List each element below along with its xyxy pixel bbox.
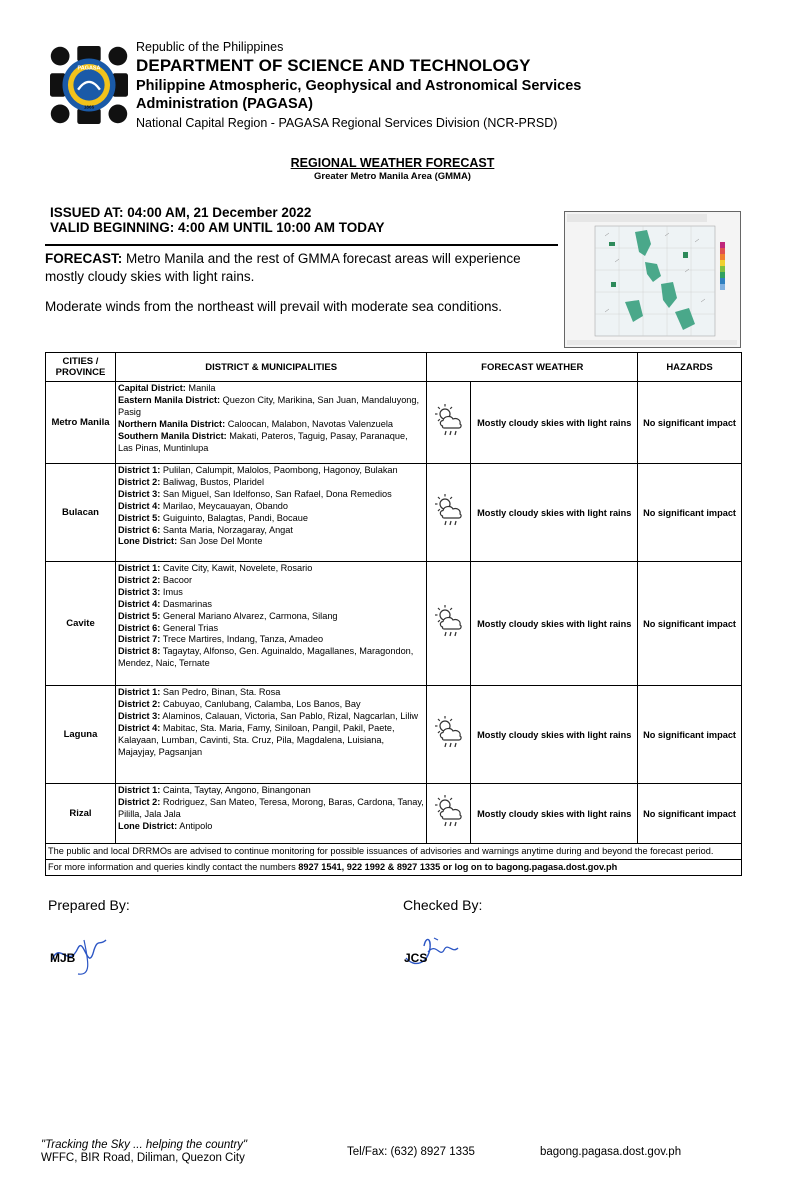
hazards-cell: No significant impact <box>638 382 742 464</box>
district-municipalities: Mabitac, Sta. Maria, Famy, Siniloan, Pangil, Pakil, Paete, Kalayaan, Lumban, Cavinti, Sta. Cruz, Pila, Magdalena, Luisiana, Majayjay, Pagsanjan <box>117 722 395 757</box>
forecast-weather-cell: Mostly cloudy skies with light rains <box>471 784 638 844</box>
cloudy-rain-icon <box>432 402 466 438</box>
districts-cell <box>115 562 426 686</box>
winds-paragraph: Moderate winds from the northeast will prevail with moderate sea conditions. <box>45 299 502 314</box>
cloudy-rain-icon <box>432 793 466 829</box>
advisory-note: The public and local DRRMOs are advised to continue monitoring for possible issuances of advisories and warnings anytime during and beyond the forecast period. <box>46 844 742 860</box>
district-entry <box>118 646 424 670</box>
district-entry <box>118 383 424 395</box>
district-entry <box>118 785 424 797</box>
agency-name-line1: Philippine Atmospheric, Geophysical and Astronomical Services <box>136 78 582 94</box>
district-municipalities: San Pedro, Binan, Sta. Rosa <box>160 687 281 697</box>
footer-website[interactable]: bagong.pagasa.dost.gov.ph <box>540 1146 682 1158</box>
district-label: Capital District: <box>117 383 186 393</box>
forecast-paragraph <box>45 250 555 285</box>
district-entry <box>118 575 424 587</box>
divider-line <box>45 244 558 246</box>
svg-text:PAGASA: PAGASA <box>77 65 101 72</box>
pagasa-logo <box>50 46 128 124</box>
footer-telfax: Tel/Fax: (632) 8927 1335 <box>347 1146 475 1158</box>
rainfall-wind-map <box>564 211 741 348</box>
svg-text:1865: 1865 <box>83 104 95 110</box>
issuance-info <box>50 205 385 235</box>
district-entry <box>118 699 424 711</box>
district-entry <box>118 477 424 489</box>
district-label: District 7: <box>117 634 161 645</box>
hazards-cell: No significant impact <box>638 686 742 784</box>
forecast-weather-cell: Mostly cloudy skies with light rains <box>471 464 638 562</box>
district-entry <box>118 634 424 646</box>
region-office: National Capital Region - PAGASA Regional Services Division (NCR-PRSD) <box>136 116 558 130</box>
district-entry <box>118 419 424 431</box>
forecast-weather-cell: Mostly cloudy skies with light rains <box>471 382 638 464</box>
district-label: District 4: <box>117 722 161 733</box>
district-label: District 3: <box>117 488 161 499</box>
district-municipalities: Cavite City, Kawit, Novelete, Rosario <box>160 563 313 573</box>
contact-prefix: For more information and queries kindly contact the numbers <box>48 862 299 872</box>
letterhead <box>45 40 745 140</box>
weather-map-image <box>565 212 741 348</box>
table-row <box>46 686 742 784</box>
district-municipalities: Alaminos, Calauan, Victoria, San Pablo, Rizal, Nagcarlan, Liliw <box>160 710 419 721</box>
district-municipalities: Tagaytay, Alfonso, Gen. Aguinaldo, Magallanes, Maragondon, Mendez, Naic, Ternate <box>117 646 414 669</box>
table-row <box>46 562 742 686</box>
district-municipalities: Quezon City, Marikina, San Juan, Mandaluyong, Pasig <box>117 394 420 417</box>
table-row <box>46 382 742 464</box>
districts-cell <box>115 382 426 464</box>
footer-tagline: "Tracking the Sky ... helping the country" <box>41 1139 248 1151</box>
province-cell: Rizal <box>46 784 116 844</box>
district-municipalities: Trece Martires, Indang, Tanza, Amadeo <box>160 634 324 645</box>
district-municipalities: General Trias <box>160 622 219 633</box>
hazards-cell: No significant impact <box>638 464 742 562</box>
province-cell: Bulacan <box>46 464 116 562</box>
district-entry <box>118 723 424 759</box>
district-entry <box>118 525 424 537</box>
district-entry <box>118 611 424 623</box>
district-label: Northern Manila District: <box>117 418 226 429</box>
col-header-hazards: HAZARDS <box>638 353 742 382</box>
district-municipalities: San Miguel, San Idelfonso, San Rafael, Dona Remedios <box>160 488 392 499</box>
district-label: District 6: <box>117 524 161 535</box>
district-label: Southern Manila District: <box>117 430 227 441</box>
republic-text: Republic of the Philippines <box>136 40 284 54</box>
district-label: District 8: <box>117 646 161 657</box>
district-label: District 2: <box>117 796 161 807</box>
district-municipalities: Dasmarinas <box>160 598 212 609</box>
districts-cell <box>115 464 426 562</box>
hazards-cell: No significant impact <box>638 562 742 686</box>
district-municipalities: Antipolo <box>177 820 213 831</box>
title-main: REGIONAL WEATHER FORECAST <box>290 156 495 170</box>
district-municipalities: Baliwag, Bustos, Plaridel <box>160 476 265 487</box>
district-label: District 5: <box>117 512 161 523</box>
district-municipalities: Manila <box>185 383 216 393</box>
district-entry <box>118 587 424 599</box>
title-sub: Greater Metro Manila Area (GMMA) <box>314 171 471 182</box>
district-municipalities: Caloocan, Malabon, Navotas Valenzuela <box>225 418 394 429</box>
province-cell: Laguna <box>46 686 116 784</box>
weather-icon-cell <box>427 562 471 686</box>
district-entry <box>118 711 424 723</box>
contact-numbers: 8927 1541, 922 1992 & 8927 1335 or log on to bagong.pagasa.dost.gov.ph <box>298 862 618 872</box>
table-row <box>46 464 742 562</box>
col-header-weather: FORECAST WEATHER <box>427 353 638 382</box>
district-label: District 4: <box>117 598 161 609</box>
province-cell: Metro Manila <box>46 382 116 464</box>
footer-left <box>41 1139 247 1165</box>
district-municipalities: Cabuyao, Canlubang, Calamba, Los Banos, Bay <box>160 698 361 709</box>
department-name: DEPARTMENT OF SCIENCE AND TECHNOLOGY <box>136 56 531 75</box>
district-entry <box>118 501 424 513</box>
issued-at: ISSUED AT: 04:00 AM, 21 December 2022 <box>50 205 312 220</box>
checked-initials: JCS <box>404 951 428 965</box>
district-entry <box>118 599 424 611</box>
district-municipalities: Rodriguez, San Mateo, Teresa, Morong, Baras, Cardona, Tanay, Pililla, Jala Jala <box>117 796 424 819</box>
district-municipalities: Guiguinto, Balagtas, Pandi, Bocaue <box>160 512 308 523</box>
districts-cell <box>115 686 426 784</box>
district-entry <box>118 395 424 419</box>
district-label: District 6: <box>117 622 161 633</box>
district-label: District 1: <box>117 785 161 795</box>
district-entry <box>118 431 424 455</box>
district-label: District 2: <box>117 698 161 709</box>
cloudy-rain-icon <box>432 603 466 639</box>
district-label: District 1: <box>117 687 161 697</box>
district-entry <box>118 623 424 635</box>
forecast-label: FORECAST: <box>45 251 123 266</box>
table-header-row <box>46 353 742 382</box>
cloudy-rain-icon <box>432 714 466 750</box>
district-entry <box>118 513 424 525</box>
col-header-cities: CITIES / PROVINCE <box>46 353 116 382</box>
district-label: Lone District: <box>117 820 178 831</box>
district-municipalities: Pulilan, Calumpit, Malolos, Paombong, Hagonoy, Bulakan <box>160 465 398 475</box>
district-label: District 3: <box>117 710 161 721</box>
district-municipalities: Makati, Pateros, Taguig, Pasay, Paranaque, Las Pinas, Muntinlupa <box>117 430 408 453</box>
district-municipalities: General Mariano Alvarez, Carmona, Silang <box>160 610 338 621</box>
district-label: District 2: <box>117 574 161 585</box>
weather-icon-cell <box>427 464 471 562</box>
district-label: District 1: <box>117 563 161 573</box>
forecast-weather-cell: Mostly cloudy skies with light rains <box>471 562 638 686</box>
district-entry <box>118 536 424 548</box>
district-entry <box>118 465 424 477</box>
cloudy-rain-icon <box>432 492 466 528</box>
contact-row <box>46 860 742 876</box>
district-entry <box>118 797 424 821</box>
contact-note <box>46 860 742 876</box>
valid-beginning: VALID BEGINNING: 4:00 AM UNTIL 10:00 AM TODAY <box>50 220 385 235</box>
col-header-districts: DISTRICT & MUNICIPALITIES <box>115 353 426 382</box>
district-label: District 5: <box>117 610 161 621</box>
district-label: District 1: <box>117 465 161 475</box>
forecast-summary <box>45 250 555 316</box>
weather-icon-cell <box>427 784 471 844</box>
district-municipalities: Marilao, Meycauayan, Obando <box>160 500 289 511</box>
weather-icon-cell <box>427 382 471 464</box>
checked-by-label: Checked By: <box>403 897 483 913</box>
prepared-by-label: Prepared By: <box>48 897 130 913</box>
table-row <box>46 784 742 844</box>
footer-address: WFFC, BIR Road, Diliman, Quezon City <box>41 1152 245 1164</box>
district-entry <box>118 821 424 833</box>
forecast-text: Metro Manila and the rest of GMMA forecast areas will experience mostly cloudy skies with light rains. <box>45 251 521 284</box>
district-municipalities: Cainta, Taytay, Angono, Binangonan <box>160 785 311 795</box>
agency-name-line2: Administration (PAGASA) <box>136 96 313 112</box>
district-municipalities: San Jose Del Monte <box>177 536 263 547</box>
weather-icon-cell <box>427 686 471 784</box>
district-label: District 2: <box>117 476 161 487</box>
districts-cell <box>115 784 426 844</box>
district-label: District 3: <box>117 586 161 597</box>
district-municipalities: Imus <box>160 586 183 597</box>
hazards-cell: No significant impact <box>638 784 742 844</box>
forecast-weather-cell: Mostly cloudy skies with light rains <box>471 686 638 784</box>
district-entry <box>118 563 424 575</box>
district-municipalities: Santa Maria, Norzagaray, Angat <box>160 524 293 535</box>
forecast-table <box>45 352 742 876</box>
district-label: Eastern Manila District: <box>117 394 221 405</box>
district-entry <box>118 687 424 699</box>
district-entry <box>118 489 424 501</box>
district-municipalities: Bacoor <box>160 574 193 585</box>
district-label: District 4: <box>117 500 161 511</box>
prepared-initials: MJB <box>50 951 76 965</box>
document-title <box>0 155 785 183</box>
province-cell: Cavite <box>46 562 116 686</box>
district-label: Lone District: <box>117 536 178 547</box>
advisory-row <box>46 844 742 860</box>
